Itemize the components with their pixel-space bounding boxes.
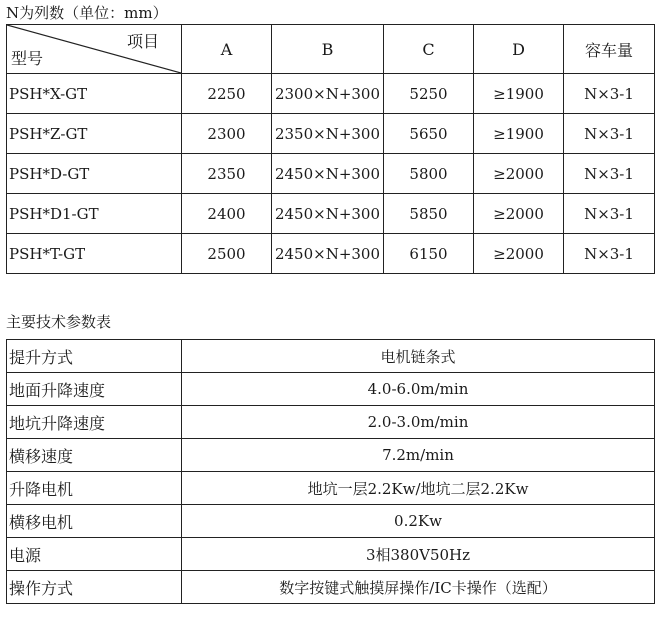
- table-cell: N×3-1: [564, 114, 655, 154]
- model-cell: PSH*D1-GT: [7, 194, 182, 234]
- param-label: 升降电机: [7, 472, 182, 505]
- corner-label-item: 项目: [126, 32, 159, 51]
- param-value: 2.0-3.0m/min: [182, 406, 655, 439]
- table-cell: ≥2000: [474, 154, 564, 194]
- model-cell: PSH*D-GT: [7, 154, 182, 194]
- table-cell: 5850: [384, 194, 474, 234]
- dims-table-caption: N为列数（单位：mm）: [6, 4, 168, 22]
- table-cell: 2450×N+300: [272, 234, 384, 274]
- table-cell: ≥2000: [474, 194, 564, 234]
- table-cell: 2450×N+300: [272, 154, 384, 194]
- params-table-caption: 主要技术参数表: [6, 313, 112, 331]
- model-cell: PSH*X-GT: [7, 74, 182, 114]
- table-row: [7, 234, 655, 274]
- table-cell: 2300×N+300: [272, 74, 384, 114]
- table-row: [7, 472, 655, 505]
- model-cell: PSH*Z-GT: [7, 114, 182, 154]
- param-value: 3相380V50Hz: [182, 538, 655, 571]
- tech-params-table: [6, 339, 655, 604]
- table-cell: ≥2000: [474, 234, 564, 274]
- table-row: [7, 439, 655, 472]
- column-header: B: [272, 25, 384, 74]
- table-row: [7, 74, 655, 114]
- param-label: 地面升降速度: [7, 373, 182, 406]
- param-label: 电源: [7, 538, 182, 571]
- table-cell: 5650: [384, 114, 474, 154]
- model-cell: PSH*T-GT: [7, 234, 182, 274]
- table-row: [7, 114, 655, 154]
- table-row: [7, 571, 655, 604]
- param-label: 操作方式: [7, 571, 182, 604]
- table-row: [7, 406, 655, 439]
- param-value: 0.2Kw: [182, 505, 655, 538]
- table-cell: 6150: [384, 234, 474, 274]
- diagonal-corner-cell: [7, 25, 182, 74]
- param-value: 地坑一层2.2Kw/地坑二层2.2Kw: [182, 472, 655, 505]
- column-header: D: [474, 25, 564, 74]
- param-label: 横移电机: [7, 505, 182, 538]
- param-label: 横移速度: [7, 439, 182, 472]
- param-label: 提升方式: [7, 340, 182, 373]
- column-header: C: [384, 25, 474, 74]
- param-value: 电机链条式: [182, 340, 655, 373]
- table-cell: ≥1900: [474, 114, 564, 154]
- table-cell: ≥1900: [474, 74, 564, 114]
- table-cell: 2250: [182, 74, 272, 114]
- table-row: [7, 538, 655, 571]
- table-cell: 2300: [182, 114, 272, 154]
- table-cell: 2350×N+300: [272, 114, 384, 154]
- table-cell: 2350: [182, 154, 272, 194]
- param-value: 数字按键式触摸屏操作/IC卡操作（选配）: [182, 571, 655, 604]
- param-value: 7.2m/min: [182, 439, 655, 472]
- table-row: [7, 505, 655, 538]
- table-cell: N×3-1: [564, 234, 655, 274]
- column-header: 容车量: [564, 25, 655, 74]
- corner-label-model: 型号: [11, 49, 44, 68]
- table-cell: 2450×N+300: [272, 194, 384, 234]
- param-value: 4.0-6.0m/min: [182, 373, 655, 406]
- table-row: [7, 373, 655, 406]
- table-cell: N×3-1: [564, 154, 655, 194]
- table-cell: 2400: [182, 194, 272, 234]
- table-cell: 2500: [182, 234, 272, 274]
- table-row: [7, 340, 655, 373]
- table-cell: 5800: [384, 154, 474, 194]
- dimensions-table: [6, 24, 655, 274]
- table-cell: N×3-1: [564, 74, 655, 114]
- table-row: [7, 194, 655, 234]
- table-cell: 5250: [384, 74, 474, 114]
- table-header-row: [7, 25, 655, 74]
- table-cell: N×3-1: [564, 194, 655, 234]
- column-header: A: [182, 25, 272, 74]
- param-label: 地坑升降速度: [7, 406, 182, 439]
- table-row: [7, 154, 655, 194]
